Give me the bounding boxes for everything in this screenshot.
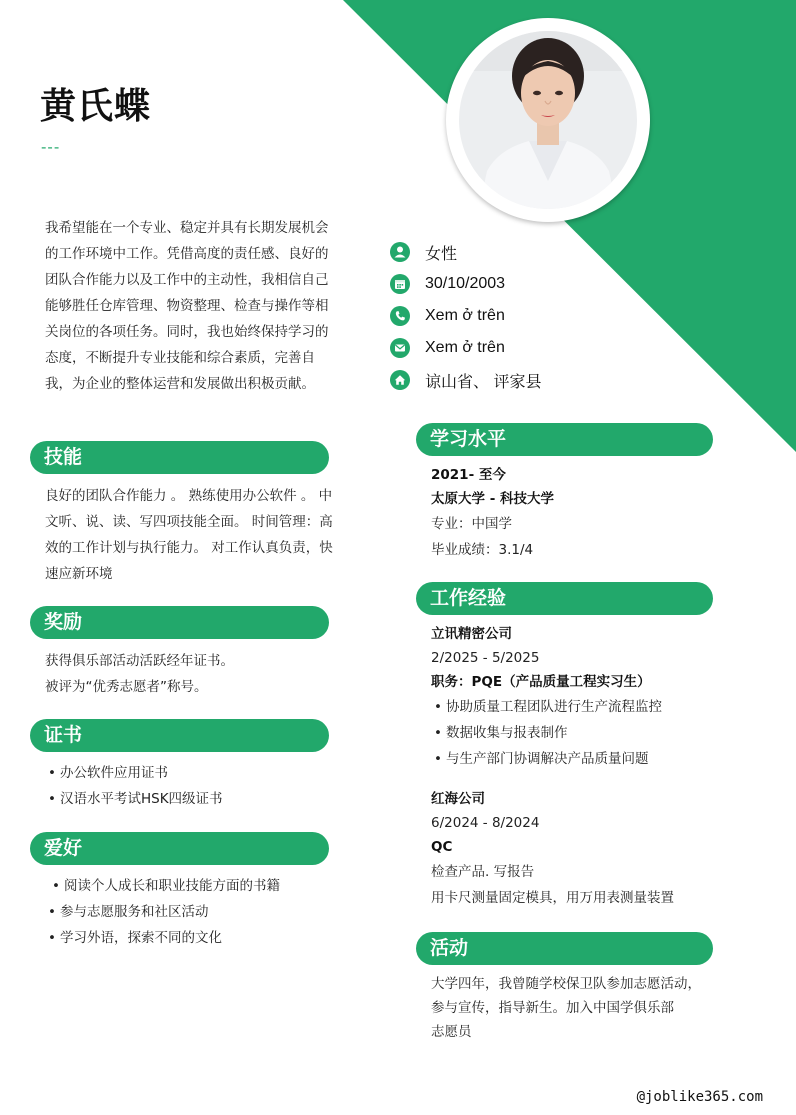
job-company: 立讯精密公司 <box>431 626 512 642</box>
contact-list <box>390 236 541 396</box>
calendar-icon <box>390 274 410 294</box>
awards-list <box>45 648 333 700</box>
job-period: 2/2025 - 5/2025 <box>431 650 540 666</box>
skills-text: 良好的团队合作能力 。 熟练使用办公软件 。 中文听、说、读、写四项技能全面。 时间管理：高效的工作计划与执行能力。 对工作认真负责，快速应新环境 <box>45 488 333 582</box>
email-icon <box>390 338 410 358</box>
education-period: 2021- 至今 <box>431 467 506 483</box>
address-value: 谅山省、 评家县 <box>425 373 542 391</box>
activities-line: 大学四年，我曾随学校保卫队参加志愿活动， <box>431 976 701 992</box>
hobby-item: • 学习外语，探索不同的文化 <box>48 925 333 951</box>
certificates-heading: 证书 <box>30 719 329 752</box>
job-entry-1 <box>431 622 731 772</box>
job-entry-2 <box>431 787 731 911</box>
job-role: QC <box>431 839 453 855</box>
email-value: Xem ở trên <box>425 339 505 356</box>
experience-heading: 工作经验 <box>416 582 713 615</box>
education-gpa: 毕业成绩：3.1/4 <box>431 542 534 558</box>
activities-line: 参与宣传，指导新生。加入中国学俱乐部 <box>431 1000 674 1016</box>
profile-summary: 我希望能在一个专业、稳定并具有长期发展机会的工作环境中工作。凭借高度的责任感、良好的团队合作能力以及工作中的主动性，我相信自己能够胜任仓库管理、物资整理、检查与操作等相关岗位的各项任务。同时，我也始终保持学习的态度，不断提升专业技能和综合素质，完善自我，为企业的整体运营和发展做出积极贡献。 <box>45 220 329 392</box>
candidate-name: 黄氏蝶 <box>40 86 152 127</box>
hobbies-list <box>48 873 333 951</box>
education-entry <box>431 463 731 563</box>
contact-address <box>390 364 541 396</box>
name-divider: --- <box>41 138 61 156</box>
job-duty: • 协助质量工程团队进行生产流程监控 <box>434 694 731 720</box>
phone-icon <box>390 306 410 326</box>
award-item: 获得俱乐部活动活跃经年证书。 <box>45 653 234 669</box>
job-role: 职务：PQE（产品质量工程实习生） <box>431 674 651 690</box>
activities-heading: 活动 <box>416 932 713 965</box>
job-duty: • 数据收集与报表制作 <box>434 720 731 746</box>
award-item: 被评为“优秀志愿者”称号。 <box>45 679 208 695</box>
hobbies-heading: 爱好 <box>30 832 329 865</box>
home-icon <box>390 370 410 390</box>
skills-heading: 技能 <box>30 441 329 474</box>
phone-value: Xem ở trên <box>425 307 505 324</box>
education-major: 专业：中国学 <box>431 516 512 532</box>
certificates-list <box>48 760 333 812</box>
portrait-image <box>459 31 637 209</box>
job-company: 红海公司 <box>431 791 485 807</box>
job-period: 6/2024 - 8/2024 <box>431 815 540 831</box>
job-duty: 用卡尺测量固定模具，用万用表测量装置 <box>431 890 674 906</box>
contact-gender <box>390 236 541 268</box>
education-school: 太原大学 - 科技大学 <box>431 491 555 507</box>
activities-text <box>431 972 741 1044</box>
awards-heading: 奖励 <box>30 606 329 639</box>
contact-birthdate <box>390 268 541 300</box>
hobby-item: • 参与志愿服务和社区活动 <box>48 899 333 925</box>
gender-value: 女性 <box>425 245 458 263</box>
contact-email <box>390 332 541 364</box>
hobby-item: • 阅读个人成长和职业技能方面的书籍 <box>52 873 333 899</box>
birthdate-value: 30/10/2003 <box>425 275 506 292</box>
footer-watermark: @joblike365.com <box>636 1089 763 1105</box>
job-duty: 检查产品. 写报告 <box>431 864 535 880</box>
person-icon <box>390 242 410 262</box>
certificate-item: • 汉语水平考试HSK四级证书 <box>48 786 333 812</box>
profile-photo <box>446 18 650 222</box>
contact-phone <box>390 300 541 332</box>
education-heading: 学习水平 <box>416 423 713 456</box>
job-duties <box>434 694 731 772</box>
activities-line: 志愿员 <box>431 1024 472 1040</box>
job-duty: • 与生产部门协调解决产品质量问题 <box>434 746 731 772</box>
certificate-item: • 办公软件应用证书 <box>48 760 333 786</box>
